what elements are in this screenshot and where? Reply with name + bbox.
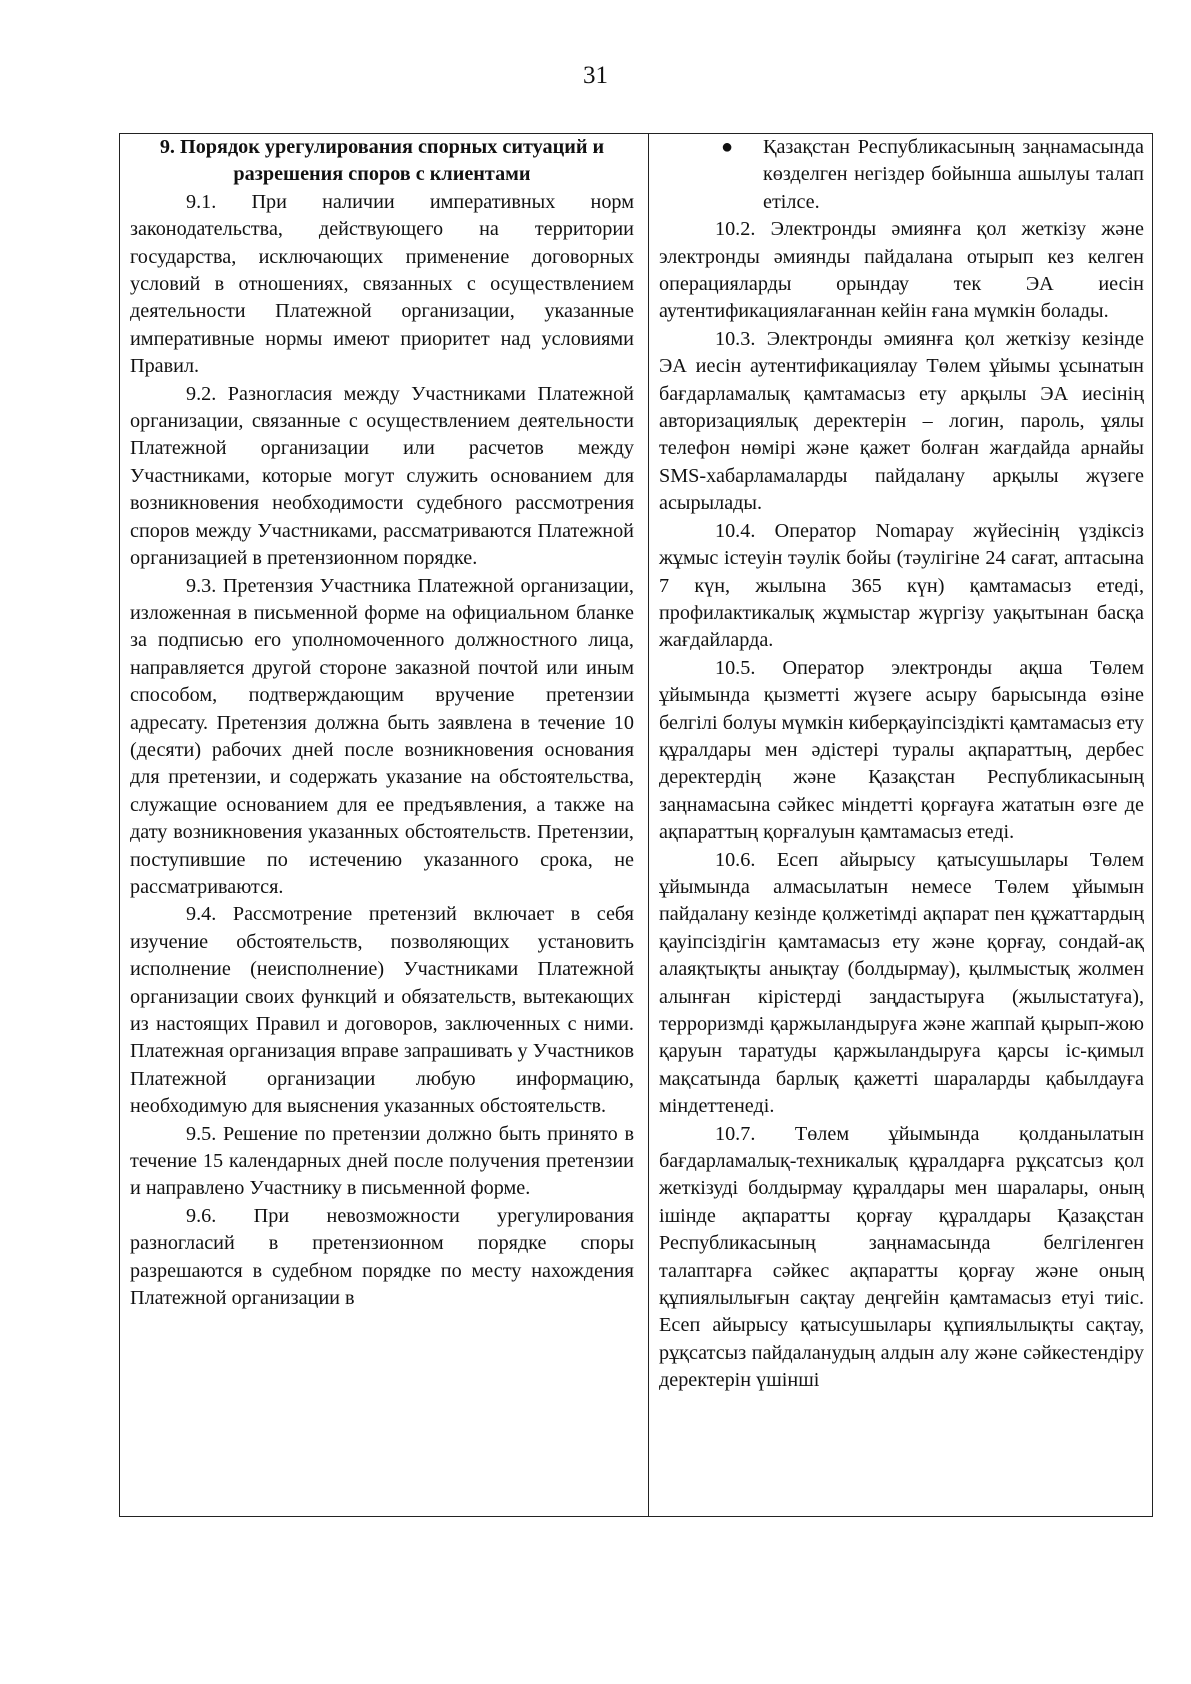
paragraph-10-7: 10.7. Төлем ұйымында қолданылатын бағдарламалық-техникалық құралдарға рұқсатсыз қол жеткізуді болдырмау құралдары мен шаралары, оның ішінде ақпаратты қорғау құралдары Қазақстан Республикасының заңнамасында белгіленген талаптарға сәйкес ақпаратты қорғау және оның құпиялылығын сақтау деңгейін қамтамасыз етуі тиіс. Есеп айырысу қатысушылары құпиялылықты сақтау, рұқсатсыз пайдаланудың алдын алу және сәйкестендіру деректерін үшінші (658, 1122, 1144, 1392)
paragraph-10-2: 10.2. Электронды әмиянға қол жеткізу және электронды әмиянды пайдалана отырып кез келген операцияларды орындау тек ЭА иесін аутентификациялағаннан кейін ғана мүмкін болады. (658, 218, 1144, 323)
paragraph-9-2: 9.2. Разногласия между Участниками Платежной организации, связанные с осуществлением деятельности Платежной организации или расчетов между Участниками, которые могут служить основанием для возникновения необходимости судебного рассмотрения споров между Участниками, рассматриваются Платежной организацией в претензионном порядке. (130, 382, 634, 570)
paragraph-10-4: 10.4. Оператор Nomapay жүйесінің үздіксіз жұмыс істеуін тәулік бойы (тәулігіне 24 сағат, аптасына 7 күн, жылына 365 күн) қамтамасыз етеді, профилактикалық жұмыстар жүргізу уақытынан басқа жағдайларда. (658, 519, 1144, 652)
section-heading: 9. Порядок урегулирования спорных ситуаций и разрешения споров с клиентами (159, 136, 605, 186)
paragraph-9-6: 9.6. При невозможности урегулирования разногласий в претензионном порядке споры разрешаются в судебном порядке по месту нахождения Платежной организации в (130, 1204, 634, 1310)
page-number: 31 (583, 62, 608, 89)
bullet-list (659, 134, 1144, 216)
paragraph-9-4: 9.4. Рассмотрение претензий включает в себя изучение обстоятельств, позволяющих установить исполнение (неисполнение) Участниками Платежной организации своих функций и обязательств, вытекающих из настоящих Правил и договоров, заключенных с ними. Платежная организация вправе запрашивать у Участников Платежной организации любую информацию, необходимую для выяснения указанных обстоятельств. (130, 903, 634, 1118)
paragraph-10-5: 10.5. Оператор электронды ақша Төлем ұйымында қызметті жүзеге асыру барысында өзіне белгілі болуы мүмкін киберқауіпсіздікті қамтамасыз ету құралдары мен әдістері туралы ақпараттың, дербес деректердің және Қазақстан Республикасының заңнамасына сәйкес міндетті қорғауға жататын өзге де ақпараттың қорғалуын қамтамасыз етеді. (658, 656, 1144, 844)
right-column (649, 134, 1152, 1516)
bullet-item (659, 134, 1144, 216)
paragraph-9-3: 9.3. Претензия Участника Платежной организации, изложенная в письменной форме на официальном бланке за подписью его уполномоченного должностного лица, направляется другой стороне заказной почтой или иным способом, подтверждающим вручение претензии адресату. Претензия должна быть заявлена в течение 10 (десяти) рабочих дней после возникновения основания для претензии, и содержать указание на обстоятельства, служащие основанием для ее предъявления, а также на дату возникновения указанных обстоятельств. Претензии, поступившие по истечению указанного срока, не рассматриваются. (130, 574, 634, 898)
paragraph-9-1: 9.1. При наличии императивных норм законодательства, действующего на территории государства, исключающих применение договорных условий в отношениях, связанных с осуществлением деятельности Платежной организации, указанные императивные нормы имеют приоритет над условиями Правил. (130, 190, 634, 378)
left-column (120, 134, 649, 1516)
bullet-dot-icon: ● (720, 136, 734, 158)
bullet-text: Қазақстан Республикасының заңнамасында көзделген негіздер бойынша ашылуы талап етілсе. (762, 136, 1144, 213)
paragraph-10-3: 10.3. Электронды әмиянға қол жеткізу кезінде ЭА иесін аутентификациялау Төлем ұйымы ұсынатын бағдарламалық қамтамасыз ету арқылы ЭА иесінің авторизациялық деректерін – логин, пароль, ұялы телефон нөмірі және қажет болған жағдайда арнайы SMS-хабарламаларды пайдалану арқылы жүзеге асырылады. (658, 327, 1144, 515)
document-table (119, 133, 1153, 1517)
paragraph-10-6: 10.6. Есеп айырысу қатысушылары Төлем ұйымында алмасылатын немесе Төлем ұйымын пайдалану кезінде қолжетімді ақпарат пен құжаттардың қауіпсіздігін қамтамасыз ету және қорғау, сондай-ақ алаяқтықты анықтау (болдырмау), қылмыстық жолмен алынған кірістерді заңдастыруға (жылыстатуға), терроризмді қаржыландыруға және жаппай қырып-жою қаруын таратуды қаржыландыруға қарсы іс-қимыл мақсатында барлық қажетті шараларды қабылдауға міндеттенеді. (658, 848, 1144, 1118)
paragraph-9-5: 9.5. Решение по претензии должно быть принято в течение 15 календарных дней после получения претензии и направлено Участнику в письменной форме. (130, 1122, 634, 1200)
